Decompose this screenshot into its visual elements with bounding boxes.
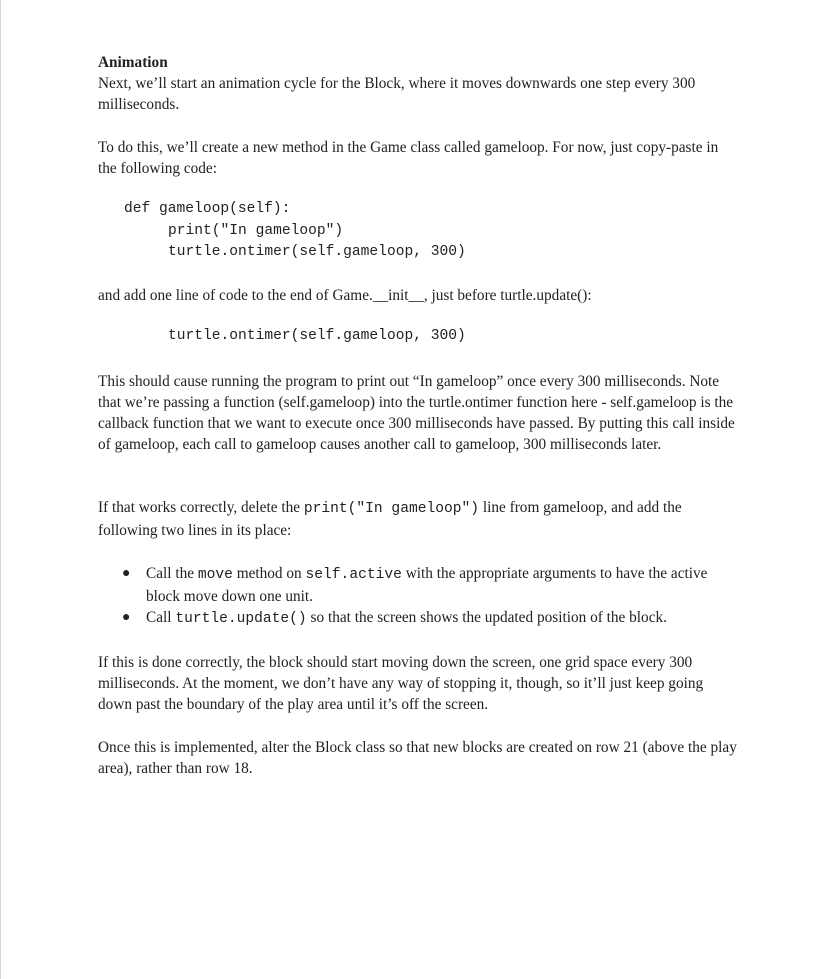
result-paragraph: If this is done correctly, the block should start moving down the screen, one grid space every 300 milliseconds. At the moment, we don’t have any way of stopping it, though, so it’ll just keep going down past the boundary of the play area until it’s off the screen. — [98, 654, 704, 713]
list-item — [98, 563, 738, 607]
inline-code: turtle.update() — [175, 611, 307, 627]
bullet-icon: ● — [122, 610, 131, 625]
intro-paragraph: Next, we’ll start an animation cycle for the Block, where it moves downwards one step every 300 milliseconds. — [98, 75, 696, 113]
instruction-list — [98, 563, 738, 630]
code-line: turtle.ontimer(self.gameloop, 300) — [168, 244, 466, 260]
inline-code: print("In gameloop") — [303, 501, 480, 517]
section-heading: Animation — [98, 54, 168, 71]
inline-code: self.active — [305, 567, 402, 583]
text-span: Call the — [146, 565, 198, 582]
replace-paragraph — [98, 497, 738, 541]
text-span: Call — [146, 609, 176, 626]
bullet-icon: ● — [122, 566, 131, 581]
document-content — [98, 52, 738, 779]
code-line: def gameloop(self): — [124, 201, 291, 217]
text-span: so that the screen shows the updated position of the block. — [306, 609, 667, 626]
init-paragraph: and add one line of code to the end of Game.__init__, just before turtle.update(): — [98, 286, 592, 304]
text-span: If that works correctly, delete the — [98, 499, 304, 516]
text-span: line from gameloop, and add the following two lines in its place: — [98, 499, 682, 539]
method-paragraph: To do this, we’ll create a new method in the Game class called gameloop. For now, just copy-paste in the following code: — [98, 139, 719, 177]
list-item — [98, 607, 738, 630]
text-span: with the appropriate arguments to have the active block move down one unit. — [146, 565, 708, 605]
explanation-paragraph: This should cause running the program to print out “In gameloop” once every 300 milliseconds. Note that we’re passing a function (self.gameloop) into the turtle.ontimer function here - self.gameloop is the callback function that we want to execute once 300 milliseconds have passed. By putting this call inside of gameloop, each call to gameloop causes another call to gameloop, 300 milliseconds later. — [98, 373, 735, 453]
ontimer-code-block — [98, 326, 738, 348]
gameloop-code-block — [98, 199, 738, 264]
inline-code: move — [197, 567, 233, 583]
block-class-paragraph: Once this is implemented, alter the Block class so that new blocks are created on row 21 (above the play area), rather than row 18. — [98, 739, 737, 777]
code-line: print("In gameloop") — [168, 222, 344, 239]
text-span: method on — [232, 565, 306, 582]
code-line: turtle.ontimer(self.gameloop, 300) — [168, 327, 466, 344]
